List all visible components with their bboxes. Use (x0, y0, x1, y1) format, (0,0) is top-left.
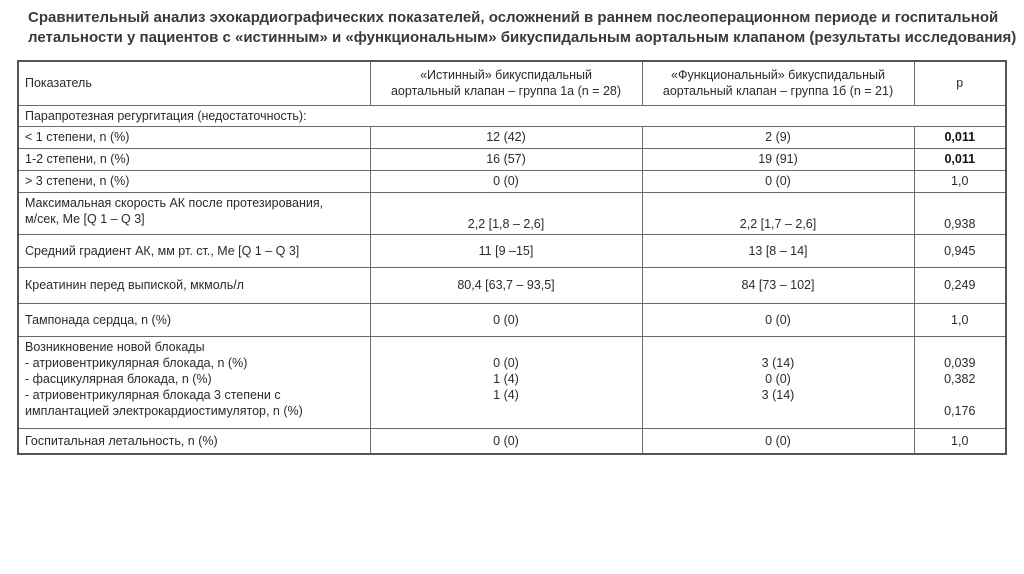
header-indicator: Показатель (18, 61, 370, 105)
cell-p-value: 0,249 (914, 267, 1006, 303)
header-p: р (914, 61, 1006, 105)
row-label-line1: Максимальная скорость АК после протезирования, (25, 195, 324, 210)
header-group-b-line2: аортальный клапан – группа 1б (n = 21) (662, 84, 894, 99)
cell-group-b: 2,2 [1,7 – 2,6] (642, 192, 914, 234)
block-label-line3: - фасцикулярная блокада, n (%) (25, 371, 212, 386)
cell-group-a: 16 (57) (370, 148, 642, 170)
cell-group-a: 80,4 [63,7 – 93,5] (370, 267, 642, 303)
row-label: 1-2 степени, n (%) (18, 148, 370, 170)
row-label: > 3 степени, n (%) (18, 170, 370, 192)
regurgitation-section-label: Парапротезная регургитация (недостаточность): (18, 105, 1006, 126)
row-label: Тампонада сердца, n (%) (18, 303, 370, 336)
header-group-a (370, 61, 642, 105)
block-a-value3: 1 (4) (493, 387, 519, 402)
cell-group-a: 2,2 [1,8 – 2,6] (370, 192, 642, 234)
block-a-value1: 0 (0) (493, 355, 519, 370)
block-label-line5: имплантацией электрокардиостимулятор, n (%) (25, 403, 303, 418)
block-p-value1: 0,039 (944, 355, 976, 370)
table-row (18, 428, 1006, 454)
cell-group-b: 13 [8 – 14] (642, 234, 914, 267)
cell-p-value: 1,0 (914, 170, 1006, 192)
table-header-row (18, 61, 1006, 105)
table-row (18, 267, 1006, 303)
row-label: < 1 степени, n (%) (18, 126, 370, 148)
cell-p-value: 0,945 (914, 234, 1006, 267)
cell-group-a: 0 (0) (370, 170, 642, 192)
cell-group-b: 0 (0) (642, 428, 914, 454)
row-label: Креатинин перед выпиской, мкмоль/л (18, 267, 370, 303)
cell-group-b: 0 (0) (642, 303, 914, 336)
cell-group-b: 19 (91) (642, 148, 914, 170)
header-group-a-line1: «Истинный» бикуспидальный (420, 68, 592, 83)
table-row (18, 170, 1006, 192)
row-label: Госпитальная летальность, n (%) (18, 428, 370, 454)
results-table (17, 60, 1007, 455)
header-group-a-line2: аортальный клапан – группа 1а (n = 28) (390, 84, 622, 99)
table-row (18, 336, 1006, 428)
cell-p-value: 0,011 (914, 148, 1006, 170)
cell-group-a: 0 (0) (370, 303, 642, 336)
header-group-b-line1: «Функциональный» бикуспидальный (671, 68, 885, 83)
cell-group-b: 2 (9) (642, 126, 914, 148)
cell-p-value: 0,011 (914, 126, 1006, 148)
cell-group-a (370, 336, 642, 428)
block-label-line1: Возникновение новой блокады (25, 339, 205, 354)
table-row (18, 105, 1006, 126)
cell-group-a: 11 [9 –15] (370, 234, 642, 267)
table-row (18, 234, 1006, 267)
block-b-value2: 0 (0) (765, 371, 791, 386)
block-label-line4: - атриовентрикулярная блокада 3 степени с (25, 387, 281, 402)
cell-p-value: 0,938 (914, 192, 1006, 234)
block-a-value2: 1 (4) (493, 371, 519, 386)
cell-p-value (914, 336, 1006, 428)
block-p-value3: 0,176 (944, 403, 976, 418)
row-label: Средний градиент АК, мм рт. ст., Me [Q 1 – Q 3] (18, 234, 370, 267)
table-row (18, 192, 1006, 234)
row-label (18, 192, 370, 234)
block-b-value3: 3 (14) (761, 387, 795, 402)
row-label-line2: м/сек, Me [Q 1 – Q 3] (25, 211, 145, 226)
page-title (28, 8, 1017, 48)
block-p-value2: 0,382 (944, 371, 976, 386)
cell-p-value: 1,0 (914, 303, 1006, 336)
cell-group-b (642, 336, 914, 428)
cell-group-b: 0 (0) (642, 170, 914, 192)
cell-group-a: 12 (42) (370, 126, 642, 148)
row-label (18, 336, 370, 428)
title-line-1: Сравнительный анализ эхокардиографических показателей, осложнений в раннем послеоперационном периоде и госпитальной (28, 9, 999, 26)
cell-group-a: 0 (0) (370, 428, 642, 454)
title-line-2: летальности у пациентов с «истинным» и «функциональным» бикуспидальным аортальным клапаном (результаты исследования) (28, 29, 1017, 46)
table-row (18, 148, 1006, 170)
block-label-line2: - атриовентрикулярная блокада, n (%) (25, 355, 248, 370)
table-row (18, 303, 1006, 336)
header-group-b (642, 61, 914, 105)
cell-group-b: 84 [73 – 102] (642, 267, 914, 303)
block-b-value1: 3 (14) (761, 355, 795, 370)
cell-p-value: 1,0 (914, 428, 1006, 454)
table-row (18, 126, 1006, 148)
